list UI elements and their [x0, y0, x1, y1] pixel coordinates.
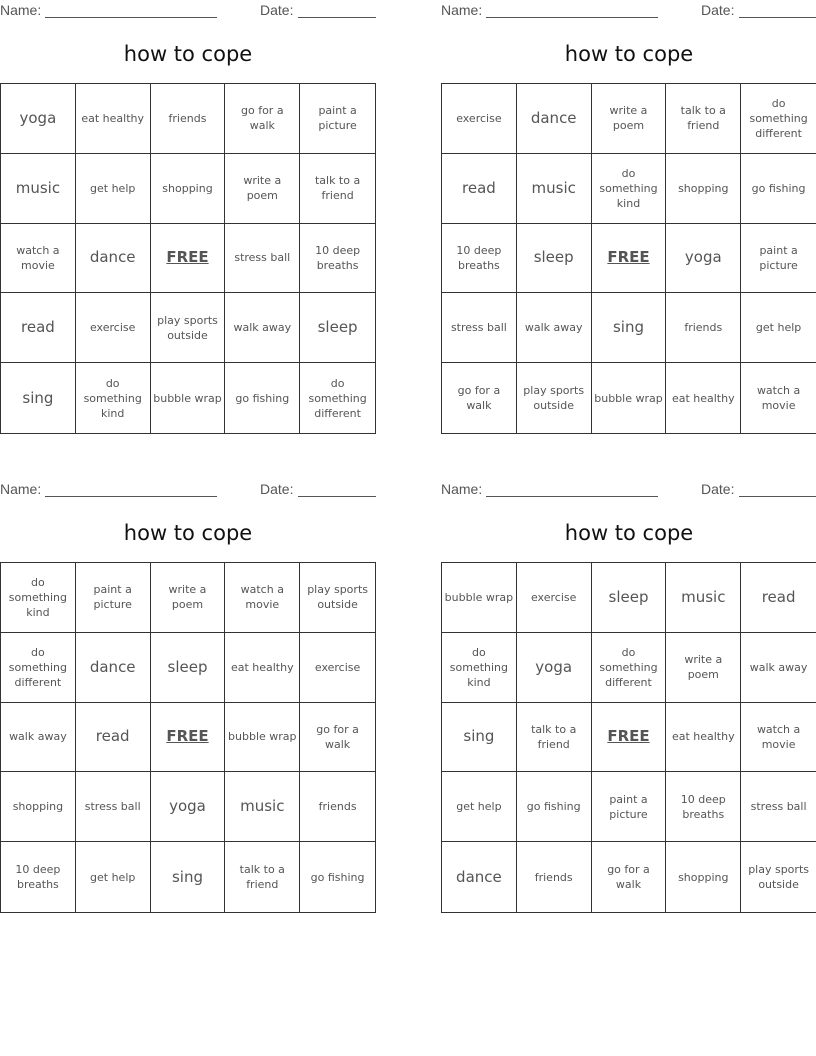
bingo-cell: friends	[517, 842, 592, 912]
bingo-cell: exercise	[517, 563, 592, 633]
name-label: Name:	[441, 2, 483, 18]
name-date-row	[441, 481, 816, 499]
bingo-cell: stress ball	[442, 293, 517, 363]
bingo-grid	[441, 562, 816, 913]
bingo-cell: get help	[76, 842, 151, 912]
bingo-cell: do something different	[1, 633, 76, 703]
bingo-cell: read	[741, 563, 816, 633]
bingo-cell: friends	[300, 772, 375, 842]
bingo-cell: yoga	[1, 84, 76, 154]
bingo-cell: get help	[76, 154, 151, 224]
bingo-grid	[0, 83, 376, 434]
bingo-cell: paint a picture	[300, 84, 375, 154]
bingo-cell: walk away	[225, 293, 300, 363]
name-blank	[486, 496, 658, 497]
bingo-cell: write a poem	[592, 84, 667, 154]
bingo-cell: music	[225, 772, 300, 842]
bingo-card-3	[0, 479, 376, 919]
bingo-cell: walk away	[741, 633, 816, 703]
bingo-cell: bubble wrap	[225, 703, 300, 773]
bingo-cell: watch a movie	[225, 563, 300, 633]
bingo-cell: eat healthy	[76, 84, 151, 154]
date-blank	[298, 496, 376, 497]
bingo-cell: bubble wrap	[442, 563, 517, 633]
bingo-cell: go fishing	[741, 154, 816, 224]
bingo-cell: sleep	[151, 633, 226, 703]
bingo-cell: go fishing	[225, 363, 300, 433]
card-title: how to cope	[564, 42, 694, 66]
bingo-cell: exercise	[442, 84, 517, 154]
bingo-cell: eat healthy	[666, 703, 741, 773]
bingo-cell: eat healthy	[666, 363, 741, 433]
bingo-cell: shopping	[666, 842, 741, 912]
bingo-cell: watch a movie	[756, 384, 801, 413]
bingo-card-4	[441, 479, 816, 919]
name-date-row	[441, 2, 816, 20]
name-blank	[45, 17, 217, 18]
bingo-cell: paint a picture	[741, 224, 816, 294]
bingo-cell: go for a walk	[442, 363, 517, 433]
date-blank	[739, 496, 816, 497]
bingo-card-1	[0, 0, 376, 440]
bingo-cell: talk to a friend	[517, 703, 592, 773]
bingo-cell: stress ball	[741, 772, 816, 842]
bingo-cell: sing	[151, 842, 226, 912]
bingo-cell: dance	[442, 842, 517, 912]
free-space: FREE	[151, 703, 226, 773]
name-label: Name:	[441, 481, 483, 497]
bingo-cell: 10 deep breaths	[442, 224, 517, 294]
date-blank	[298, 17, 376, 18]
bingo-cell: shopping	[666, 154, 741, 224]
bingo-cell: talk to a friend	[300, 154, 375, 224]
bingo-cell: sing	[442, 703, 517, 773]
bingo-cell: music	[517, 154, 592, 224]
bingo-cell: play sports outside	[300, 563, 375, 633]
bingo-cell: exercise	[300, 633, 375, 703]
bingo-cell: stress ball	[76, 772, 151, 842]
bingo-cell: play sports outside	[748, 863, 809, 892]
bingo-cell: read	[76, 703, 151, 773]
bingo-cell: get help	[442, 772, 517, 842]
free-space: FREE	[592, 703, 667, 773]
card-title: how to cope	[123, 42, 253, 66]
name-label: Name:	[0, 2, 42, 18]
bingo-cell: do something different	[741, 84, 816, 154]
bingo-cell: write a poem	[225, 154, 300, 224]
bingo-grid	[0, 562, 376, 913]
bingo-cell: exercise	[76, 293, 151, 363]
free-space: FREE	[592, 224, 667, 294]
bingo-cell: yoga	[151, 772, 226, 842]
bingo-cell: yoga	[517, 633, 592, 703]
bingo-cell: go for a walk	[225, 84, 300, 154]
bingo-cell: walk away	[1, 703, 76, 773]
bingo-cell: talk to a friend	[666, 84, 741, 154]
bingo-cell: 10 deep breaths	[1, 842, 76, 912]
bingo-cell: sing	[592, 293, 667, 363]
bingo-cell: yoga	[666, 224, 741, 294]
date-blank	[739, 17, 816, 18]
bingo-cell: read	[1, 293, 76, 363]
bingo-cell: shopping	[1, 772, 76, 842]
bingo-cell: watch a movie	[1, 224, 76, 294]
bingo-cell: sing	[1, 363, 76, 433]
bingo-cell: friends	[151, 84, 226, 154]
date-label: Date:	[260, 2, 294, 18]
bingo-cell: paint a picture	[592, 772, 667, 842]
name-blank	[486, 17, 658, 18]
name-label: Name:	[0, 481, 42, 497]
bingo-cell: 10 deep breaths	[300, 224, 375, 294]
bingo-cell: do something different	[308, 376, 367, 420]
name-date-row	[0, 2, 376, 20]
bingo-cell: music	[1, 154, 76, 224]
bingo-cell: eat healthy	[225, 633, 300, 703]
bingo-cell: do something different	[592, 633, 667, 703]
bingo-cell: write a poem	[151, 563, 226, 633]
name-date-row	[0, 481, 376, 499]
bingo-cell: sleep	[592, 563, 667, 633]
bingo-cell: read	[442, 154, 517, 224]
bingo-cell: go fishing	[310, 870, 365, 884]
bingo-cell: sleep	[517, 224, 592, 294]
bingo-cell: play sports outside	[517, 363, 592, 433]
bingo-cell: talk to a friend	[225, 842, 300, 912]
bingo-cell: do something kind	[76, 363, 151, 433]
date-label: Date:	[701, 2, 735, 18]
bingo-cell: write a poem	[666, 633, 741, 703]
name-blank	[45, 496, 217, 497]
bingo-cell: play sports outside	[151, 293, 226, 363]
bingo-card-2	[441, 0, 816, 440]
bingo-cell: do something kind	[592, 154, 667, 224]
bingo-cell: watch a movie	[741, 703, 816, 773]
bingo-cell: do something kind	[1, 563, 76, 633]
bingo-cell: dance	[517, 84, 592, 154]
date-label: Date:	[260, 481, 294, 497]
date-label: Date:	[701, 481, 735, 497]
bingo-cell: dance	[76, 224, 151, 294]
bingo-cell: go fishing	[517, 772, 592, 842]
card-title: how to cope	[564, 521, 694, 545]
bingo-cell: bubble wrap	[592, 363, 667, 433]
bingo-cell: music	[666, 563, 741, 633]
bingo-cell: friends	[666, 293, 741, 363]
bingo-cell: go for a walk	[300, 703, 375, 773]
bingo-cell: sleep	[300, 293, 375, 363]
bingo-cell: shopping	[151, 154, 226, 224]
bingo-grid	[441, 83, 816, 434]
bingo-cell: go for a walk	[592, 842, 667, 912]
bingo-cell: stress ball	[225, 224, 300, 294]
bingo-cell: paint a picture	[76, 563, 151, 633]
bingo-cell: dance	[76, 633, 151, 703]
bingo-cell: do something kind	[442, 633, 517, 703]
card-title: how to cope	[123, 521, 253, 545]
bingo-cell: bubble wrap	[151, 363, 226, 433]
bingo-cell: get help	[741, 293, 816, 363]
bingo-cell: walk away	[517, 293, 592, 363]
bingo-cell: 10 deep breaths	[666, 772, 741, 842]
free-space: FREE	[151, 224, 226, 294]
